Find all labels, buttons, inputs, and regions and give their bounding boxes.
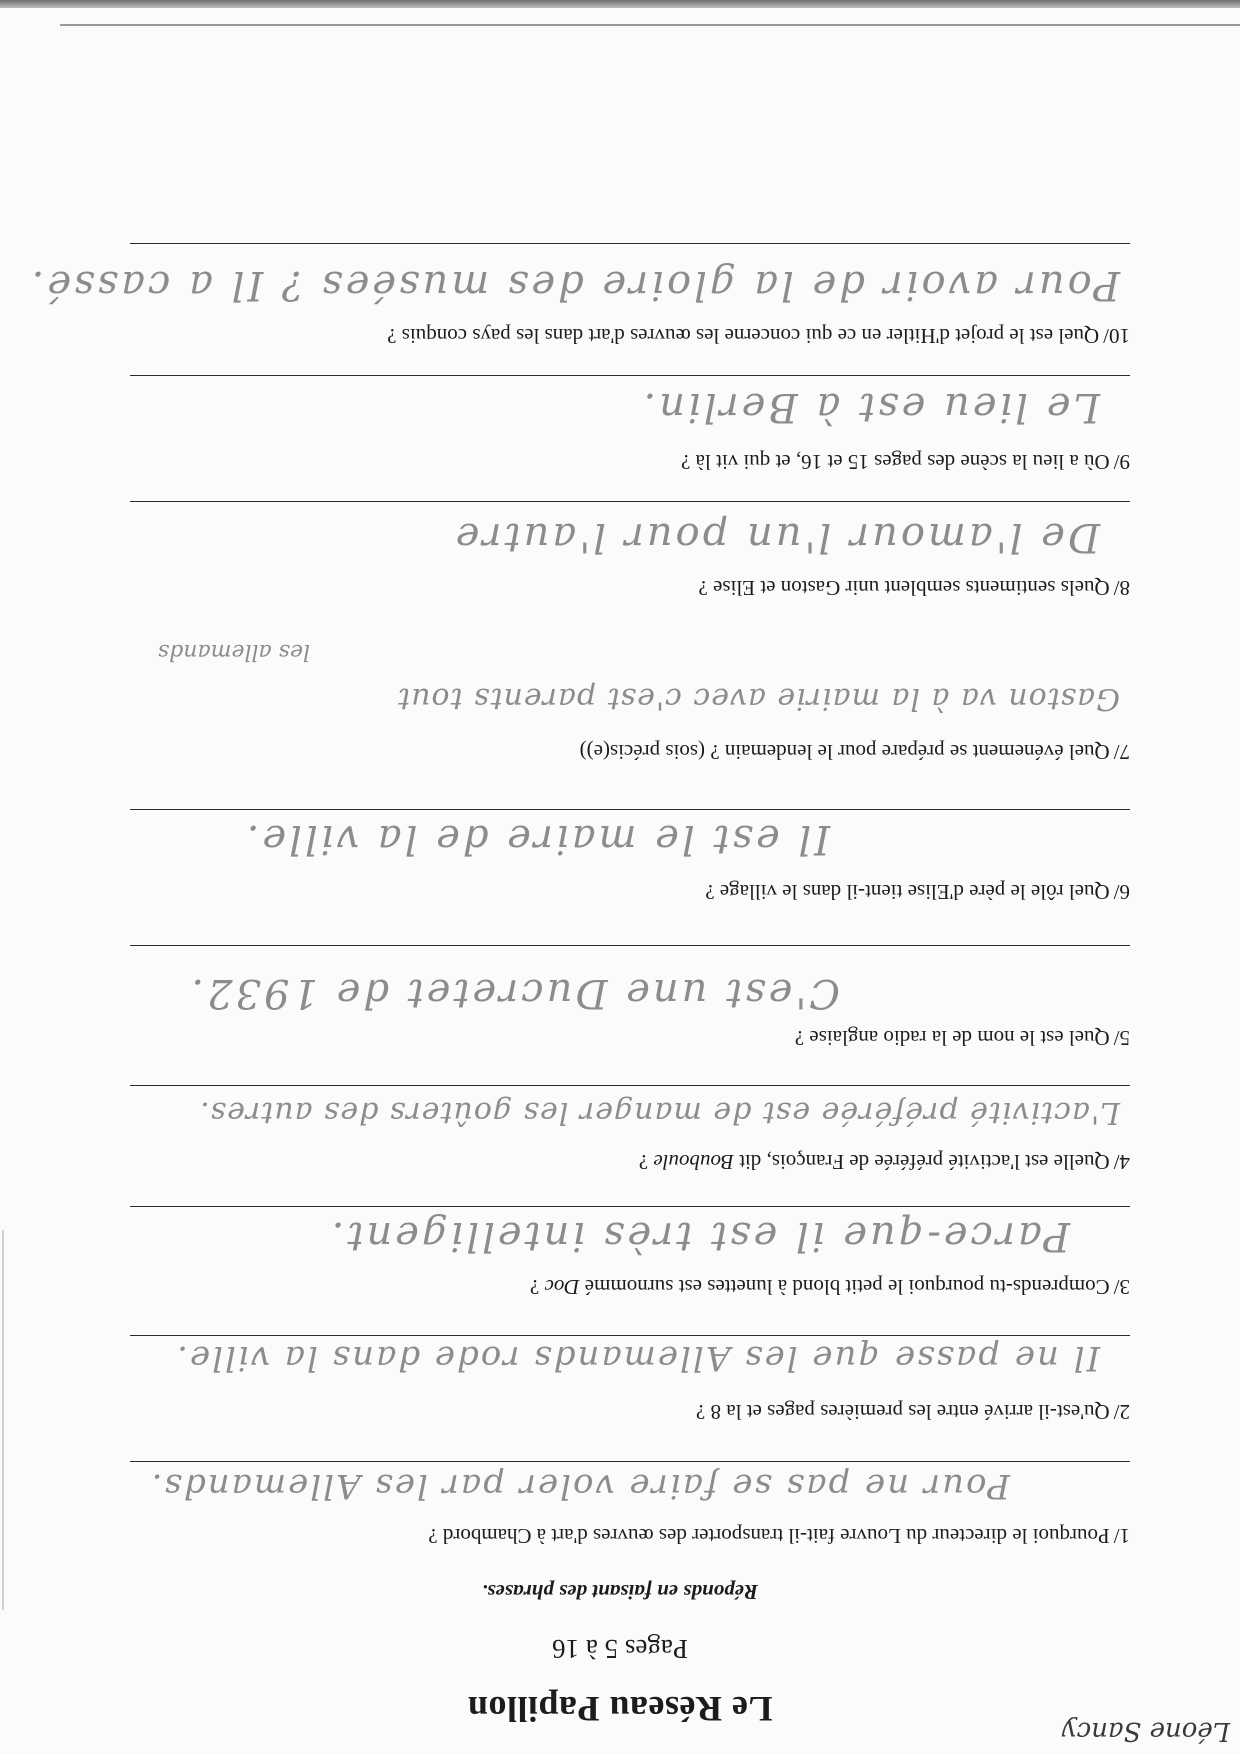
answer-7-extra: les allemands bbox=[157, 639, 310, 664]
question-3-text: 3/Comprends-tu pourquoi le petit blond à lunettes est surnommé Doc ? bbox=[529, 1275, 1130, 1299]
question-4-text: 4/Quelle est l'activité préférée de François, dit Bouboule ? bbox=[638, 1150, 1130, 1174]
answer-line-9 bbox=[130, 375, 1130, 376]
answer-line-8 bbox=[130, 501, 1130, 502]
answer-7: Gaston va à la mairie avec c'est parents tout bbox=[397, 681, 1120, 716]
answer-line-2 bbox=[130, 1335, 1130, 1336]
question-8-text: 8/Quels sentiments semblent unir Gaston et Elise ? bbox=[698, 576, 1130, 600]
answer-4: L'activité préférée est de manger les goûters des autres. bbox=[199, 1095, 1120, 1130]
question-2-text: 2/Qu'est-il arrivé entre les premières pages et la 8 ? bbox=[695, 1400, 1130, 1424]
answer-line-6 bbox=[130, 809, 1130, 810]
worksheet-instruction: Réponds en faisant des phrases. bbox=[482, 1580, 758, 1604]
question-6-text: 6/Quel rôle le père d'Elise tient-il dans le village ? bbox=[705, 880, 1130, 904]
answer-line-4 bbox=[130, 1085, 1130, 1086]
question-7-text: 7/Quel événement se prépare pour le lendemain ? (sois précis(e)) bbox=[579, 740, 1130, 764]
answer-line-3 bbox=[130, 1206, 1130, 1207]
answer-line-10 bbox=[130, 243, 1130, 244]
answer-3: Parce-que il est très intelligent. bbox=[328, 1213, 1070, 1259]
answer-line-1 bbox=[130, 1461, 1130, 1462]
worksheet-subtitle: Pages 5 à 16 bbox=[552, 1634, 688, 1664]
question-1-text: 1/Pourquoi le directeur du Louvre fait-il transporter des œuvres d'art à Chambord ? bbox=[428, 1524, 1130, 1548]
answer-5: C'est une Ducretet de 1932. bbox=[188, 970, 840, 1016]
answer-9: Le lieu est à Berlin. bbox=[640, 384, 1100, 430]
answer-6: Il est le maire de la ville. bbox=[243, 816, 830, 862]
question-10-text: 10/Quel est le projet d'Hitler en ce qui concerne les œuvres d'art dans les pays conquis ? bbox=[387, 324, 1130, 348]
answer-2: Il ne passe que les Allemands rode dans la ville. bbox=[175, 1338, 1100, 1378]
question-5-text: 5/Quel est le nom de la radio anglaise ? bbox=[794, 1026, 1130, 1050]
student-name-note: Léone Sancy bbox=[1061, 1716, 1230, 1746]
answer-1: Pour ne pas se faire voler par les Allemands. bbox=[149, 1466, 1010, 1506]
answer-8: De l'amour l'un pour l'autre bbox=[452, 514, 1100, 560]
worksheet-title: Le Réseau Papillon bbox=[467, 1689, 773, 1729]
question-9-text: 9/Où a lieu la scène des pages 15 et 16, et qui vit là ? bbox=[681, 450, 1130, 474]
answer-10: Pour avoir de la gloire des musées ? Il a cassé. bbox=[28, 262, 1120, 308]
answer-line-5 bbox=[130, 945, 1130, 946]
